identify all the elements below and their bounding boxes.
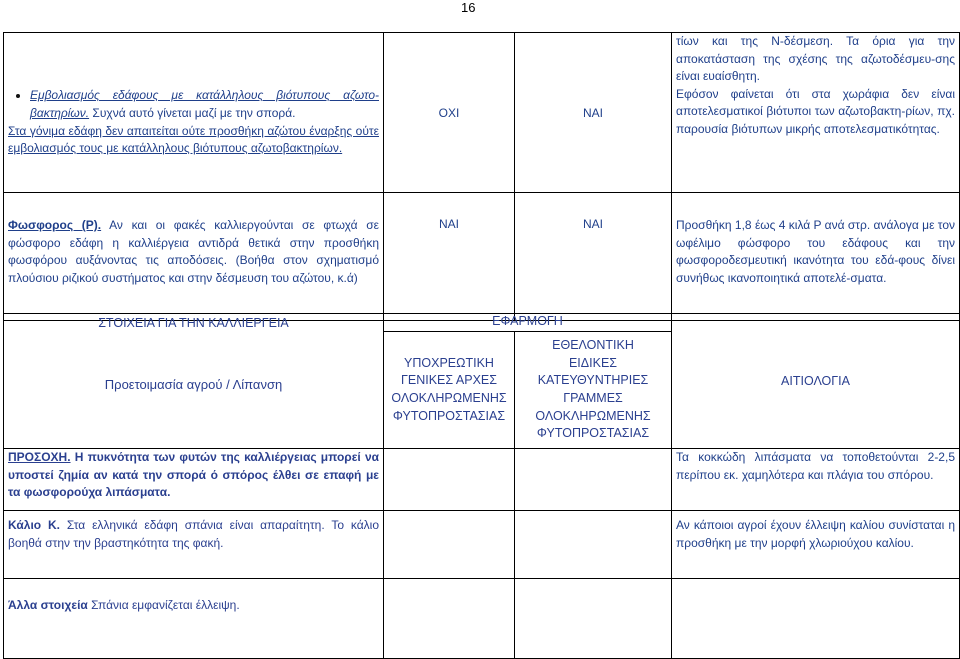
- header-line: ΟΛΟΚΛΗΡΩΜΕΝΗΣ: [535, 408, 651, 423]
- table-row: [4, 511, 960, 579]
- voluntary-value: [515, 449, 672, 511]
- table-row: [4, 193, 960, 321]
- voluntary-value: [515, 579, 672, 659]
- header-line: ΥΠΟΧΡΕΩΤΙΚΗ: [404, 355, 494, 370]
- phosphorus-justification: Προσθήκη 1,8 έως 4 κιλά Ρ ανά στρ. ανάλογα με τον ωφέλιμο φώσφορο του εδάφους και την φωσφοροδεσμευτική ικανότητα του εδά-φους δίνει συνήθως ικανοποιητικά αποτελέ-σματα.: [676, 218, 955, 285]
- fertile-soil-note: Στα γόνιμα εδάφη δεν απαιτείται ούτε προσθήκη αζώτου έναρξης ούτε εμβολιασμός τους με κατάλληλους βιότυπους αζωτοβακτηρίων.: [8, 123, 379, 156]
- header-voluntary: [515, 332, 672, 449]
- table-row: [4, 579, 960, 659]
- list-item: [30, 87, 379, 122]
- other-elements-label: Άλλα στοιχεία: [8, 598, 88, 612]
- header-line: ΚΑΤΕΥΘΥΝΤΗΡΙΕΣ: [537, 373, 649, 388]
- caution-label: ΠΡΟΣΟΧΗ.: [8, 450, 71, 464]
- mandatory-value: [384, 33, 515, 193]
- table-header-row: [4, 314, 960, 332]
- justification-cell: [672, 33, 960, 193]
- voluntary-value: [515, 511, 672, 579]
- caution-body: Η πυκνότητα των φυτών της καλλιέργειας μπορεί να υποστεί ζημία αν κατά την σπορά ό σπόρος έλθει σε επαφή με τα φωσφορούχα λιπάσματα.: [8, 450, 379, 500]
- mandatory-value: [384, 193, 515, 321]
- justification-cell: [672, 579, 960, 659]
- mandatory-value: [384, 449, 515, 511]
- inoculation-tail: Συχνά αυτό γίνεται μαζί με την σπορά.: [89, 105, 296, 120]
- page-number: 16: [461, 0, 476, 15]
- header-line: ΕΘΕΛΟΝΤΙΚΗ: [552, 338, 634, 353]
- yes-label: ΝΑΙ: [582, 217, 603, 231]
- caution-text: [8, 449, 379, 502]
- header-mandatory: [384, 332, 515, 449]
- header-justification: ΑΙΤΙΟΛΟΓΙΑ: [672, 314, 960, 449]
- potassium-justification: Αν κάποιοι αγροί έχουν έλλειψη καλίου συνίσταται η προσθήκη με την μορφή χλωριούχου καλίου.: [676, 518, 955, 550]
- inoculation-text: Εμβολιασμός εδάφους με κατάλληλους βιότυπους αζωτο-βακτηρίων.: [30, 88, 379, 120]
- phosphorus-text: Αν και οι φακές καλλιεργούνται σε φτωχά σε φώσφορο εδάφη η καλλιέργεια αντιδρά θετικά στην προσθήκη φωσφόρου αυξάνοντας τις αποδόσεις. (Βοήθα στον σχηματισμό πλούσιου ριζικού συστήματος και στην δέσμευση του αζώτου, κ.ά): [8, 218, 379, 285]
- justification-cell: [672, 193, 960, 321]
- top-table: [3, 32, 960, 321]
- header-line: ΓΕΝΙΚΕΣ ΑΡΧΕΣ: [401, 373, 497, 388]
- header-line: ΟΛΟΚΛΗΡΩΜΕΝΗΣ: [391, 391, 507, 406]
- header-line: ΓΡΑΜΜΕΣ: [563, 391, 623, 406]
- header-application: ΕΦΑΡΜΟΓΗ: [384, 314, 672, 332]
- other-elements-text: Σπάνια εμφανίζεται έλλειψη.: [87, 598, 240, 612]
- potassium-text: Στα ελληνικά εδάφη σπάνια είναι απαραίτητη. Το κάλιο βοηθά στην την βραστηκότητα της φακή.: [8, 518, 379, 550]
- voluntary-value: [515, 33, 672, 193]
- other-elements-cell: [4, 579, 384, 659]
- header-crop-data: [4, 314, 384, 449]
- justification-text-2: Εφόσον φαίνεται ότι στα χωράφια δεν είναι αποτελεσματικοί βιότυποι των αζωτοβακτη-ρίων, πχ. παρουσία βιότυπων μικρής αποτελεσματικότητας.: [676, 86, 955, 136]
- inoculation-cell: [4, 33, 384, 193]
- no-label: ΟΧΙ: [438, 105, 460, 120]
- header-line: ΦΥΤΟΠΡΟΣΤΑΣΙΑΣ: [392, 408, 506, 423]
- table-row: [4, 449, 960, 511]
- header-line: ΦΥΤΟΠΡΟΣΤΑΣΙΑΣ: [536, 426, 650, 441]
- header-title: ΣΤΟΙΧΕΙΑ ΓΙΑ ΤΗΝ ΚΑΛΛΙΕΡΓΕΙΑ: [98, 316, 289, 330]
- justification-cell: [672, 511, 960, 579]
- justification-cell: [672, 449, 960, 511]
- yes-label: ΝΑΙ: [582, 105, 603, 120]
- justification-text-1: τίων και της Ν-δέσμεση. Τα όρια για την αποκατάσταση της σχέσης της αζωτοδέσμευ-σης είναι ευαίσθητη.: [676, 34, 955, 84]
- potassium-label: Κάλιο Κ.: [8, 518, 60, 532]
- mandatory-value: [384, 511, 515, 579]
- table-row: [4, 33, 960, 193]
- header-line: ΕΙΔΙΚΕΣ: [568, 355, 618, 370]
- mandatory-value: [384, 579, 515, 659]
- phosphorus-cell: [4, 193, 384, 321]
- caution-cell: [4, 449, 384, 511]
- yes-label: ΝΑΙ: [438, 217, 459, 231]
- caution-justification: Τα κοκκώδη λιπάσματα να τοποθετούνται 2-2,5 περίπου εκ. χαμηλότερα και πλάγια του σπόρου.: [676, 450, 955, 482]
- voluntary-value: [515, 193, 672, 321]
- header-subtitle: Προετοιμασία αγρού / Λίπανση: [104, 377, 283, 392]
- potassium-cell: [4, 511, 384, 579]
- phosphorus-title: Φωσφορος (Ρ).: [8, 218, 102, 232]
- bottom-table: [3, 313, 960, 659]
